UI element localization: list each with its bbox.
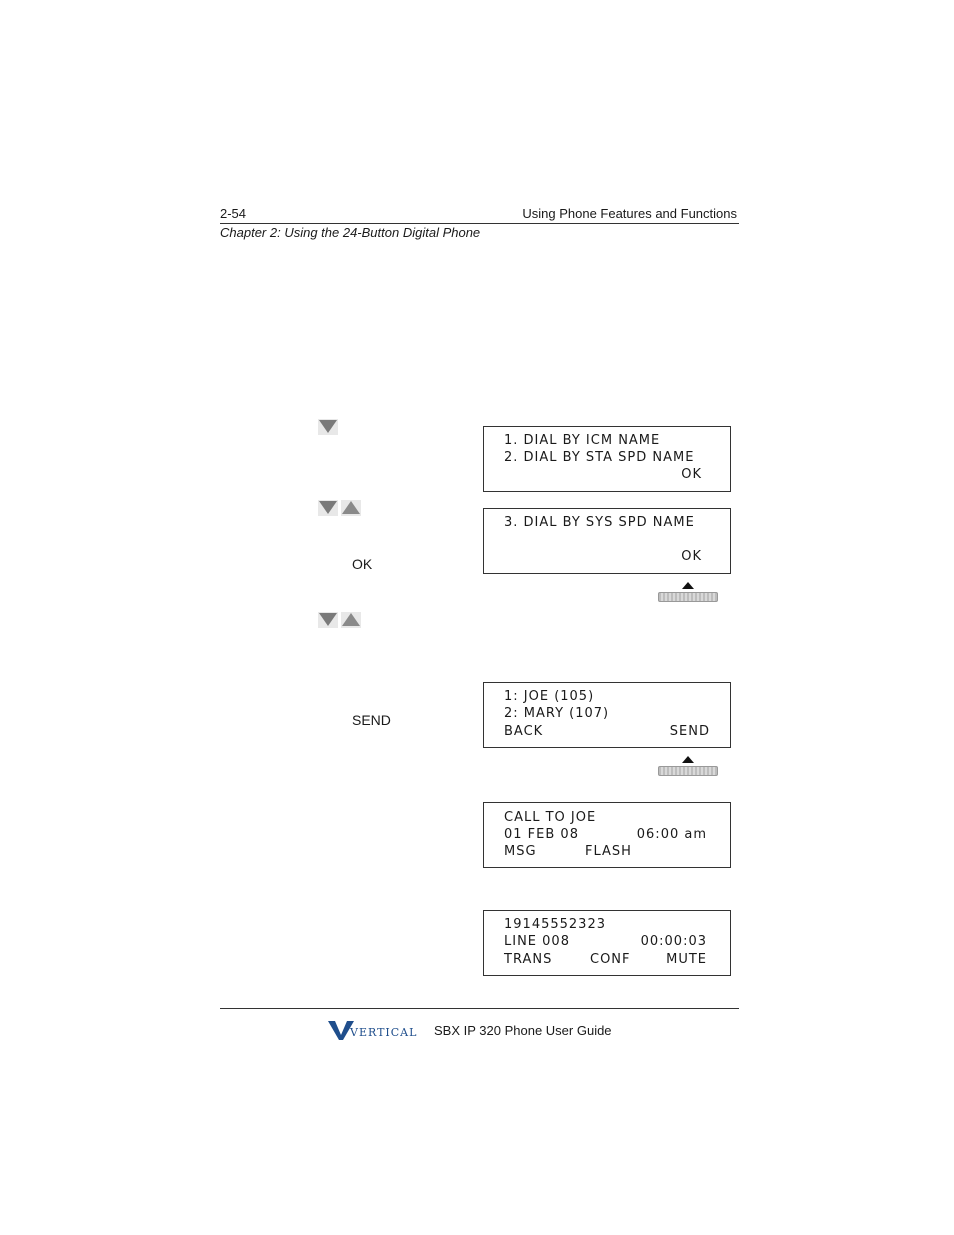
lcd-softkey-flash: FLASH	[585, 844, 632, 859]
lcd-line: 19145552323	[504, 917, 606, 932]
lcd-softkey-conf: CONF	[590, 952, 631, 967]
softkey-icon	[658, 582, 718, 604]
lcd-call-timer: 00:00:03	[640, 934, 707, 949]
up-arrow-icon	[341, 500, 361, 516]
up-arrow-icon	[341, 612, 361, 628]
page-number: 2-54	[220, 206, 247, 221]
lcd-softkey-trans: TRANS	[504, 952, 553, 967]
lcd-softkey-mute: MUTE	[666, 952, 707, 967]
down-arrow-icon	[318, 500, 338, 516]
send-key-label: SEND	[352, 712, 391, 728]
down-arrow-icon	[318, 419, 338, 435]
lcd-screen-dial-menu-2	[483, 508, 731, 574]
lcd-line: 2: MARY (107)	[504, 706, 610, 721]
lcd-screen-name-list	[483, 682, 731, 748]
down-arrow-icon	[318, 612, 338, 628]
header-rule	[220, 223, 739, 224]
footer-rule	[220, 1008, 739, 1009]
ok-key-label: OK	[352, 556, 373, 572]
lcd-softkey-ok: OK	[681, 467, 702, 482]
lcd-line: 1: JOE (105)	[504, 689, 595, 704]
lcd-line: 2. DIAL BY STA SPD NAME	[504, 450, 695, 465]
guide-title: SBX IP 320 Phone User Guide	[434, 1023, 612, 1038]
lcd-softkey-back: BACK	[504, 724, 544, 739]
lcd-time: 06:00 am	[636, 827, 707, 842]
lcd-line: 1. DIAL BY ICM NAME	[504, 433, 661, 448]
lcd-line: CALL TO JOE	[504, 810, 597, 825]
lcd-line: 3. DIAL BY SYS SPD NAME	[504, 515, 695, 530]
lcd-softkey-send: SEND	[669, 724, 710, 739]
vertical-logo	[328, 1020, 432, 1042]
chapter-title: Chapter 2: Using the 24-Button Digital Phone	[220, 225, 481, 240]
lcd-line-number: LINE 008	[504, 934, 570, 949]
section-title: Using Phone Features and Functions	[522, 206, 737, 221]
lcd-screen-active-call	[483, 910, 731, 976]
lcd-softkey-ok: OK	[681, 549, 702, 564]
softkey-icon	[658, 756, 718, 778]
lcd-softkey-msg: MSG	[504, 844, 537, 859]
brand-name: VERTICAL	[350, 1026, 418, 1039]
lcd-screen-call-to	[483, 802, 731, 868]
lcd-date: 01 FEB 08	[504, 827, 579, 842]
lcd-screen-dial-menu-1	[483, 426, 731, 492]
